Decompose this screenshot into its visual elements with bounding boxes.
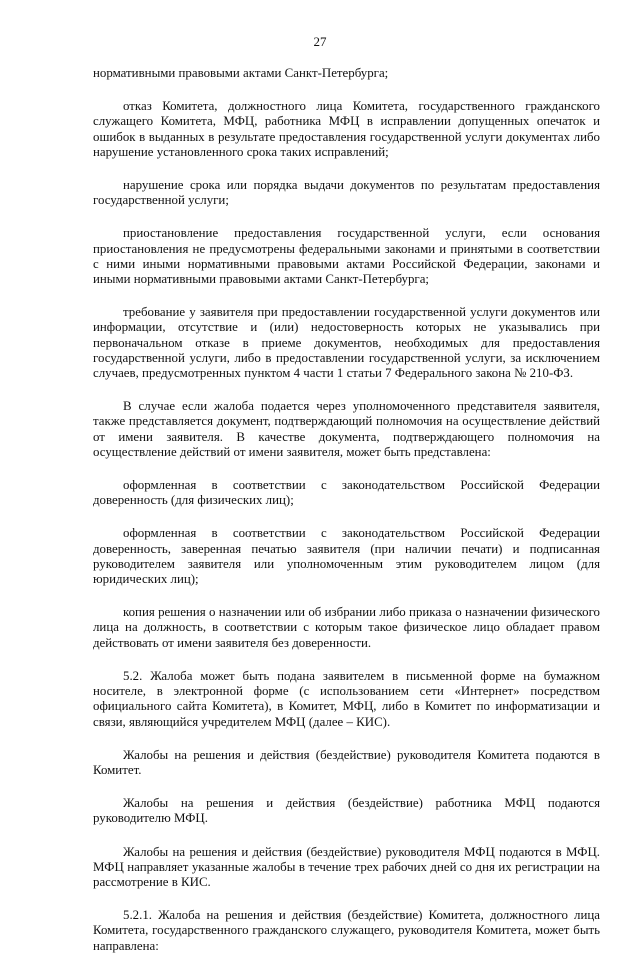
paragraph: нарушение срока или порядка выдачи документов по результатам предоставления государственной услуги; xyxy=(93,178,600,208)
document-body xyxy=(93,66,600,972)
paragraph: 5.2.1. Жалоба на решения и действия (бездействие) Комитета, должностного лица Комитета, государственного гражданского служащего, руководителя Комитета, может быть направлена: xyxy=(93,908,600,953)
paragraph: нормативными правовыми актами Санкт-Петербурга; xyxy=(93,66,389,80)
paragraph: 5.2. Жалоба может быть подана заявителем в письменной форме на бумажном носителе, в электронной форме (с использованием сети «Интернет» посредством официального сайта Комитета), в Комитет, МФЦ, либо в Комитет по информатизации и связи, являющийся учредителем МФЦ (далее – КИС). xyxy=(93,668,600,729)
paragraph: приостановление предоставления государственной услуги, если основания приостановления не предусмотрены федеральными законами и принятыми в соответствии с ними иными нормативными правовыми актами Российской Федерации, законами и иными нормативными правовыми актами Санкт-Петербурга; xyxy=(93,226,600,287)
page-number: 27 xyxy=(313,34,327,49)
paragraph: Жалобы на решения и действия (бездействие) работника МФЦ подаются руководителю МФЦ. xyxy=(93,796,600,826)
paragraph: Жалобы на решения и действия (бездействие) руководителя МФЦ подаются в МФЦ. МФЦ направляет указанные жалобы в течение трех рабочих дней со дня их регистрации на рассмотрение в КИС. xyxy=(93,844,600,889)
paragraph: копия решения о назначении или об избрании либо приказа о назначении физического лица на должность, в соответствии с которым такое физическое лицо обладает правом действовать от имени заявителя без доверенности. xyxy=(93,605,600,650)
paragraph: оформленная в соответствии с законодательством Российской Федерации доверенность, заверенная печатью заявителя (при наличии печати) и подписанная руководителем заявителя или уполномоченным этим руководителем лицом (для юридических лиц); xyxy=(93,526,600,587)
paragraph: оформленная в соответствии с законодательством Российской Федерации доверенность (для физических лиц); xyxy=(93,478,600,508)
paragraph: отказ Комитета, должностного лица Комитета, государственного гражданского служащего Комитета, МФЦ, работника МФЦ в исправлении допущенных опечаток и ошибок в выданных в результате предоставления государственной услуги документах либо нарушение установленного срока таких исправлений; xyxy=(93,99,600,159)
paragraph: В случае если жалоба подается через уполномоченного представителя заявителя, также представляется документ, подтверждающий полномочия на осуществление действий от имени заявителя. В качестве документа, подтверждающего полномочия на осуществление действий от имени заявителя, может быть представлена: xyxy=(93,399,600,459)
paragraph: Жалобы на решения и действия (бездействие) руководителя Комитета подаются в Комитет. xyxy=(93,747,600,777)
paragraph: требование у заявителя при предоставлении государственной услуги документов или информации, отсутствие и (или) недостоверность которых не указывались при первоначальном отказе в приеме документов, необходимых для предоставления государственной услуги, либо в предоставлении государственной услуги, за исключением случаев, предусмотренных пунктом 4 части 1 статьи 7 Федерального закона № 210-ФЗ. xyxy=(93,305,600,381)
